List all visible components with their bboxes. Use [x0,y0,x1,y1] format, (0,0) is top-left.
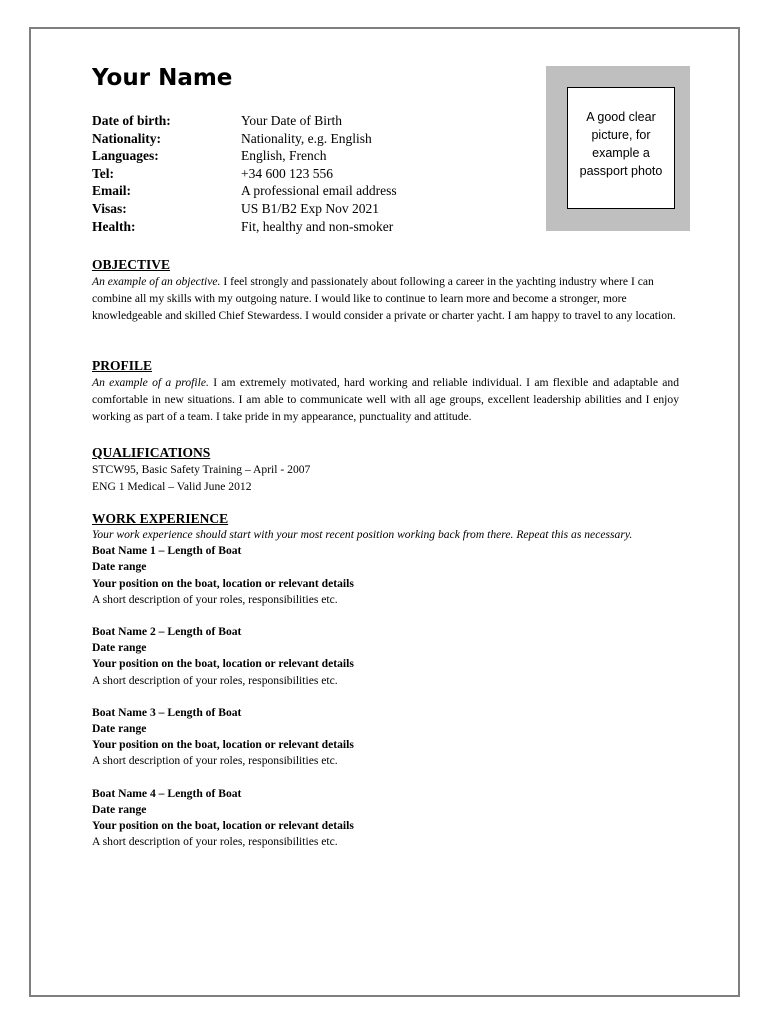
detail-label: Tel: [92,165,115,181]
detail-label: Nationality: [92,130,161,146]
detail-value: A professional email address [241,183,397,199]
detail-value: US B1/B2 Exp Nov 2021 [241,200,380,216]
detail-value: English, French [241,148,327,164]
qualification-item: STCW95, Basic Safety Training – April - 2007 [92,463,311,476]
job-position: Your position on the boat, location or relevant details [92,819,354,833]
detail-label: Languages: [92,148,159,164]
objective-intro: An example of an objective. [92,275,221,288]
work-experience-heading: WORK EXPERIENCE [92,511,229,526]
qualification-item: ENG 1 Medical – Valid June 2012 [92,480,252,493]
resume-page [29,27,740,997]
detail-label: Email: [92,183,131,199]
job-boat: Boat Name 4 – Length of Boat [92,786,242,800]
objective-section [92,256,679,324]
detail-value: Nationality, e.g. English [241,130,372,146]
detail-label: Visas: [92,200,127,216]
job-description: A short description of your roles, responsibilities etc. [92,592,338,606]
job-entry-4 [92,786,679,851]
job-dates: Date range [92,722,147,736]
detail-label: Health: [92,218,136,234]
qualifications-section [92,444,679,495]
job-position: Your position on the boat, location or relevant details [92,576,354,590]
job-entry-2 [92,624,679,689]
detail-label: Date of birth: [92,113,171,128]
candidate-name: Your Name [92,65,233,91]
profile-heading: PROFILE [92,358,153,373]
job-boat: Boat Name 3 – Length of Boat [92,705,242,719]
objective-heading: OBJECTIVE [92,257,171,272]
profile-intro: An example of a profile. [92,376,209,389]
job-dates: Date range [92,802,147,816]
detail-row-nationality [92,130,397,148]
job-entry-1 [92,543,679,608]
personal-details [92,112,397,235]
job-dates: Date range [92,641,147,655]
job-boat: Boat Name 2 – Length of Boat [92,625,242,639]
detail-row-health [92,218,397,236]
job-boat: Boat Name 1 – Length of Boat [92,544,242,558]
job-position: Your position on the boat, location or relevant details [92,657,354,671]
photo-placeholder: A good clear picture, for example a passport photo [567,87,675,209]
detail-value: Fit, healthy and non-smoker [241,218,394,234]
objective-body: I feel strongly and passionately about following a career in the yachting industry where I can combine all my skills with my outgoing nature. I would like to continue to learn more and become a stronger, more knowledgeable and skilled Chief Stewardess. I would consider a private or charter yacht. I am happy to travel to any location. [92,275,676,322]
job-dates: Date range [92,560,147,574]
detail-row-languages [92,147,397,165]
detail-row-tel [92,165,397,183]
job-description: A short description of your roles, responsibilities etc. [92,754,338,768]
detail-row-email [92,182,397,200]
job-position: Your position on the boat, location or relevant details [92,738,354,752]
detail-value: +34 600 123 556 [241,165,333,181]
objective-text [92,273,679,324]
work-experience-intro: Your work experience should start with your most recent position working back from there. Repeat this as necessary. [92,528,633,541]
job-description: A short description of your roles, responsibilities etc. [92,673,338,687]
photo-frame [546,66,690,231]
detail-value: Your Date of Birth [241,113,342,128]
profile-text [92,374,679,425]
detail-row-visas [92,200,397,218]
qualifications-heading: QUALIFICATIONS [92,445,211,460]
detail-row-dob [92,112,397,130]
job-description: A short description of your roles, responsibilities etc. [92,835,338,849]
profile-section [92,357,679,425]
profile-body: I am extremely motivated, hard working and reliable individual. I am flexible and adaptable and comfortable in new situations. I am able to communicate well with all age groups, excellent leadership abilities and I enjoy working as part of a team. I take pride in my appearance, punctuality and attitude. [92,376,680,423]
work-experience-section [92,510,679,866]
job-entry-3 [92,705,679,770]
